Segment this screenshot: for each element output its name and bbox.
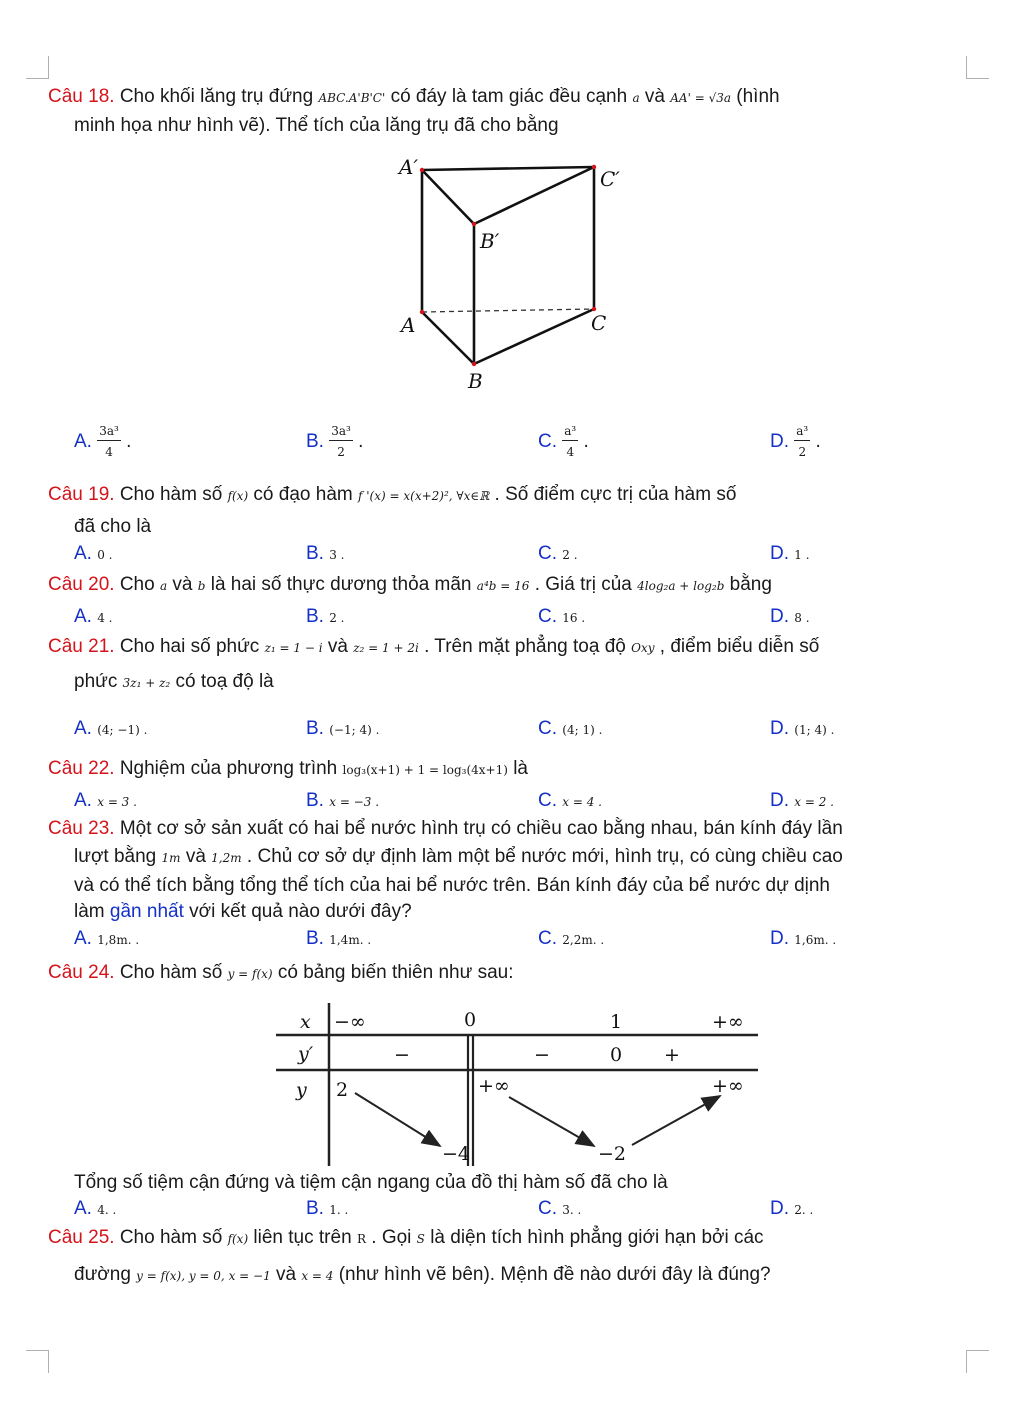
q20-option-a[interactable]: A. 4 . (74, 606, 113, 627)
q19-option-c[interactable]: C. 2 . (538, 543, 578, 564)
q21-line1: Câu 21. Cho hai số phức z₁ = 1 − i và z₂ = 1 + 2i . Trên mặt phẳng toạ độ Oxy , điểm biểu diễn số (48, 636, 820, 657)
q18-option-b[interactable]: B. $\frac{\text{3a³}}{2}$ . (306, 424, 364, 460)
q20-option-d[interactable]: D. 8 . (770, 606, 810, 627)
x-value-3: 1 (610, 1011, 623, 1033)
q19-number: Câu 19. (48, 484, 115, 505)
edge-ac-hidden (422, 309, 594, 312)
q18-line2: minh họa như hình vẽ). Thể tích của lăng trụ đã cho bằng (74, 115, 559, 136)
q20-option-b[interactable]: B. 2 . (306, 606, 345, 627)
q22-option-a[interactable]: A. x = 3 . (74, 790, 137, 811)
q18-number: Câu 18. (48, 86, 115, 107)
q18-option-c[interactable]: C. $\frac{\text{a³}}{4}$ . (538, 424, 589, 460)
q18-option-a[interactable]: A. $\frac{\text{3a³}}{4}$ . (74, 424, 132, 460)
label-a: A (401, 313, 416, 337)
q23-line1: Câu 23. Một cơ sở sản xuất có hai bể nước hình trụ có chiều cao bằng nhau, bán kính đáy lần (48, 818, 843, 839)
label-b: B (468, 369, 483, 393)
q23-option-b[interactable]: B. 1,4m. . (306, 928, 372, 949)
arrow-down-2 (509, 1097, 594, 1146)
crop-mark-top-left (26, 56, 49, 79)
dy-sign-2: − (534, 1044, 550, 1066)
y-value-1: 2 (336, 1079, 349, 1101)
q18-prism-figure (380, 150, 640, 410)
row-label-y: y (296, 1079, 307, 1101)
q22-number: Câu 22. (48, 758, 115, 779)
q20-number: Câu 20. (48, 574, 115, 595)
q22-option-d[interactable]: D. x = 2 . (770, 790, 834, 811)
q24-option-c[interactable]: C. 3. . (538, 1198, 582, 1219)
row-label-dy: y′ (298, 1043, 314, 1065)
q23-line2: lượt bằng 1m và 1,2m . Chủ cơ sở dự định làm một bể nước mới, hình trụ, có cùng chiều cao (74, 846, 843, 867)
q24-line1: Câu 24. Cho hàm số y = f(x) có bảng biến thiên như sau: (48, 962, 514, 983)
dy-sign-3: 0 (610, 1044, 623, 1066)
label-c: C (591, 311, 607, 335)
q23-number: Câu 23. (48, 818, 115, 839)
y-value-4: −2 (598, 1143, 627, 1165)
dy-sign-4: + (664, 1044, 680, 1066)
q25-line1: Câu 25. Cho hàm số f(x) liên tục trên R . Gọi S là diện tích hình phẳng giới hạn bởi các (48, 1227, 764, 1248)
label-a1: A′ (399, 155, 418, 179)
q19-option-d[interactable]: D. 1 . (770, 543, 810, 564)
q24-question: Tổng số tiệm cận đứng và tiệm cận ngang của đồ thị hàm số đã cho là (74, 1172, 668, 1193)
label-b1: B′ (480, 229, 500, 253)
q24-number: Câu 24. (48, 962, 115, 983)
crop-mark-bottom-left (26, 1350, 49, 1373)
q21-number: Câu 21. (48, 636, 115, 657)
edge-b1c1 (474, 167, 594, 224)
q24-variation-table (272, 1000, 762, 1170)
q24-option-b[interactable]: B. 1. . (306, 1198, 349, 1219)
y-value-3: +∞ (478, 1075, 510, 1097)
q19-line2: đã cho là (74, 516, 152, 537)
q19-line1: Câu 19. Cho hàm số f(x) có đạo hàm f '(x) = x(x+2)², ∀x∈ℝ . Số điểm cực trị của hàm số (48, 484, 737, 505)
row-label-x: x (300, 1011, 311, 1033)
x-value-4: +∞ (712, 1011, 744, 1033)
q24-option-d[interactable]: D. 2. . (770, 1198, 814, 1219)
q20-option-c[interactable]: C. 16 . (538, 606, 586, 627)
q25-number: Câu 25. (48, 1227, 115, 1248)
q19-option-a[interactable]: A. 0 . (74, 543, 113, 564)
q23-option-a[interactable]: A. 1,8m. . (74, 928, 140, 949)
q18-option-d[interactable]: D. $\frac{\text{a³}}{2}$ . (770, 424, 821, 460)
q22-option-b[interactable]: B. x = −3 . (306, 790, 380, 811)
q23-line3: và có thể tích bằng tổng thể tích của hai bể nước trên. Bán kính đáy của bể nước dự dịnh (74, 875, 830, 896)
q24-option-a[interactable]: A. 4. . (74, 1198, 117, 1219)
q18-line1: Câu 18. Cho khối lăng trụ đứng ABC.A'B'C' có đáy là tam giác đều cạnh a và AA' = √3a (hình (48, 86, 780, 107)
edge-ab (422, 312, 474, 364)
edge-a1b1 (422, 170, 474, 224)
x-value-2: 0 (464, 1009, 477, 1031)
q22-option-c[interactable]: C. x = 4 . (538, 790, 602, 811)
q21-option-d[interactable]: D. (1; 4) . (770, 718, 835, 739)
q19-option-b[interactable]: B. 3 . (306, 543, 345, 564)
y-value-5: +∞ (712, 1075, 744, 1097)
dy-sign-1: − (394, 1044, 410, 1066)
q22-line1: Câu 22. Nghiệm của phương trình log₃(x+1) + 1 = log₃(4x+1) là (48, 758, 528, 779)
crop-mark-bottom-right (966, 1350, 989, 1373)
edge-a1c1 (422, 167, 594, 170)
q23-option-c[interactable]: C. 2,2m. . (538, 928, 605, 949)
y-value-2: −4 (442, 1143, 471, 1165)
highlight-text: gần nhất (109, 901, 184, 922)
crop-mark-top-right (966, 56, 989, 79)
edge-bc (474, 309, 594, 364)
arrow-up (632, 1096, 720, 1145)
x-value-1: −∞ (334, 1011, 366, 1033)
arrow-down-1 (355, 1093, 440, 1146)
q23-option-d[interactable]: D. 1,6m. . (770, 928, 837, 949)
q21-option-c[interactable]: C. (4; 1) . (538, 718, 603, 739)
q23-line4: làm gần nhất với kết quả nào dưới đây? (74, 901, 412, 922)
q25-line2: đường y = f(x), y = 0, x = −1 và x = 4 (như hình vẽ bên). Mệnh đề nào dưới đây là đúng? (74, 1264, 771, 1285)
q21-line2: phức 3z₁ + z₂ có toạ độ là (74, 671, 274, 692)
q21-option-b[interactable]: B. (−1; 4) . (306, 718, 380, 739)
q20-line1: Câu 20. Cho a và b là hai số thực dương thỏa mãn a⁴b = 16 . Giá trị của 4log₂a + log₂b bằng (48, 574, 772, 595)
label-c1: C′ (600, 167, 620, 191)
q21-option-a[interactable]: A. (4; −1) . (74, 718, 148, 739)
